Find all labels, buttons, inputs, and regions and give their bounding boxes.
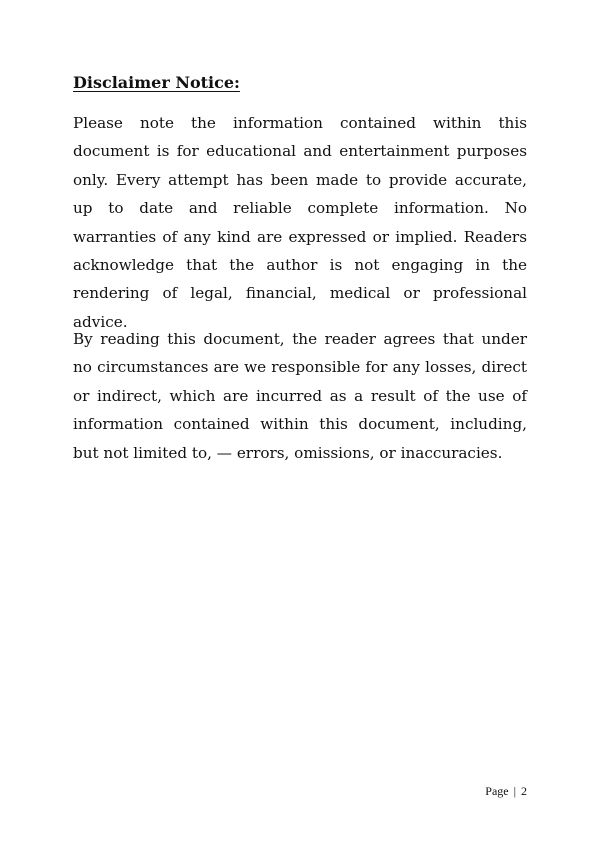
liability-paragraph: By reading this document, the reader agrees that under no circumstances are we responsible for any losses, direct or indirect, which are incurred as a result of the use of information contained within this document, including, but not limited to, — errors, omissions, or inaccuracies. [73,330,527,462]
page-footer [485,783,527,799]
page-number: 2 [521,784,527,798]
page-separator: | [513,784,516,798]
disclaimer-paragraph: Please note the information contained within this document is for educational and entertainment purposes only. Every attempt has been made to provide accurate, up to date and reliable complete information. No warranties of any kind are expressed or implied. Readers acknowledge that the author is not engaging in the rendering of legal, financial, medical or professional advice. [73,114,527,331]
disclaimer-heading: Disclaimer Notice: [73,73,240,92]
page-label: Page [485,784,509,798]
